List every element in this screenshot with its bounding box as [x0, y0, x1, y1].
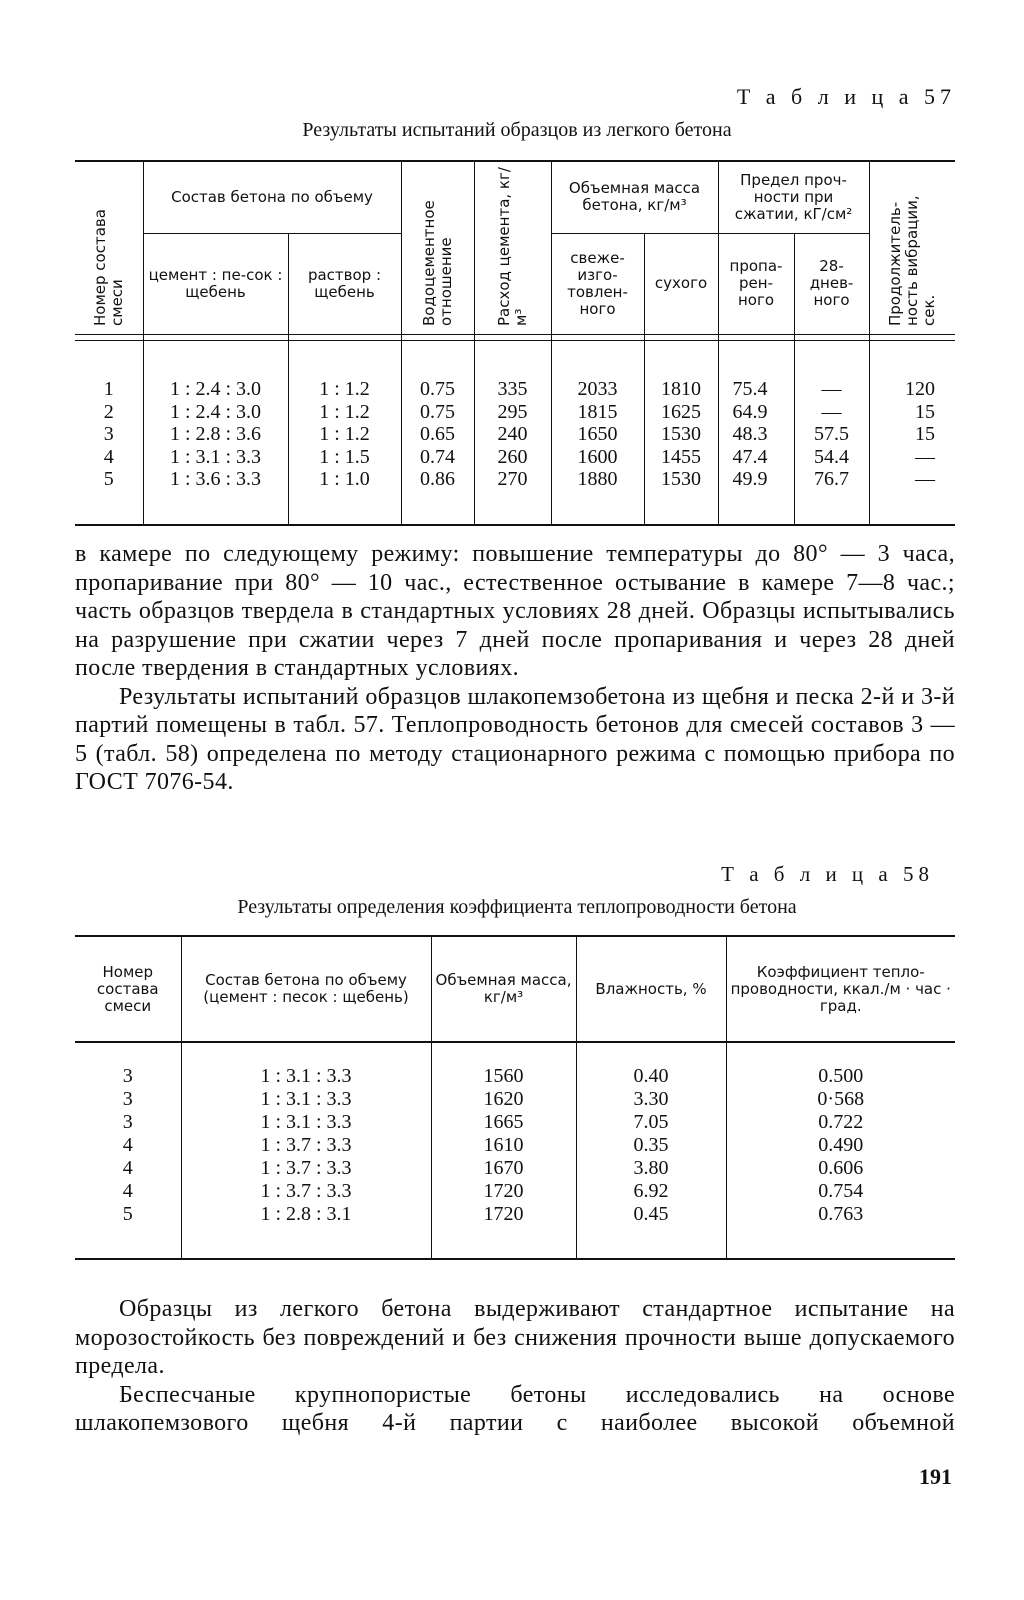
col-mix-number: 1 2 3 4 5	[103, 378, 114, 490]
col-conductivity-58: 0.500 0·568 0.722 0.490 0.606 0.754 0.763	[726, 1042, 955, 1259]
header-mix-number-58: Номер состава смеси	[75, 936, 181, 1042]
table-57	[75, 160, 955, 526]
table-57-body	[75, 341, 955, 525]
col-28-day-strength: — — 57.5 54.4 76.7	[794, 341, 869, 525]
col-cement-sand-gravel: 1 : 2.4 : 3.0 1 : 2.4 : 3.0 1 : 2.8 : 3.6 1 : 3.1 : 3.3 1 : 3.6 : 3.3	[143, 341, 288, 525]
col-mortar-gravel: 1 : 1.2 1 : 1.2 1 : 1.2 1 : 1.5 1 : 1.0	[288, 341, 401, 525]
col-composition-58: 1 : 3.1 : 3.3 1 : 3.1 : 3.3 1 : 3.1 : 3.3 1 : 3.7 : 3.3 1 : 3.7 : 3.3 1 : 3.7 : 3.3 1 : 2.8 : 3.1	[181, 1042, 431, 1259]
header-vibration: Продолжитель-ность вибрации, сек.	[869, 161, 955, 335]
header-mix-number: Номер состава смеси	[75, 161, 143, 335]
paragraph-4: Беспесчаные крупнопористые бетоны исследовались на основе шлакопемзового щебня 4-й партии с наиболее высокой объемной	[75, 1381, 955, 1436]
table-57-label: Т а б л и ц а 57	[736, 84, 956, 109]
paragraph-2: Результаты испытаний образцов шлакопемзобетона из щебня и песка 2-й и 3-й партий помещены в табл. 57. Теплопроводность бетонов для смесей составов 3 — 5 (табл. 58) определена по методу стационарного режима с помощью прибора по ГОСТ 7076-54.	[75, 683, 955, 795]
header-steamed: пропа-рен-ного	[718, 233, 794, 334]
col-fresh-mass: 2033 1815 1650 1600 1880	[551, 341, 644, 525]
table-58-body	[75, 1042, 955, 1259]
header-mass-58: Объемная масса, кг/м³	[431, 936, 576, 1042]
header-moisture-58: Влажность, %	[576, 936, 726, 1042]
col-steamed-strength: 75.4 64.9 48.3 47.4 49.9	[718, 341, 794, 525]
body-text-middle	[75, 540, 955, 797]
table-58-header-row	[75, 936, 955, 1042]
col-cement-use: 335 295 240 260 270	[474, 341, 551, 525]
paragraph-1: в камере по следующему режиму: повышение температуры до 80° — 3 часа, пропаривание при 80° — 10 час., естественное остывание в камере 7—8 час.; часть образцов твердела в стандартных условиях 28 дней. Образцы испытывались на разрушение при сжатии через 7 дней после пропаривания и через 28 дней после твердения в стандартных условиях.	[75, 541, 955, 681]
table-58-title: Результаты определения коэффициента теплопроводности бетона	[237, 896, 797, 918]
header-strength: Предел проч-ности при сжатии, кГ/см²	[718, 161, 869, 233]
table-57-title: Результаты испытаний образцов из легкого бетона	[302, 119, 732, 141]
col-mix-number-58: 3 3 3 4 4 4 5	[122, 1065, 133, 1225]
header-volume-mass: Объемная масса бетона, кг/м³	[551, 161, 718, 233]
col-moisture-58: 0.40 3.30 7.05 0.35 3.80 6.92 0.45	[576, 1042, 726, 1259]
header-cement-sand-gravel: цемент : пе-сок : щебень	[143, 233, 288, 334]
body-text-bottom	[75, 1295, 955, 1438]
header-mortar-gravel: раствор : щебень	[288, 233, 401, 334]
col-mass-58: 1560 1620 1665 1610 1670 1720 1720	[431, 1042, 576, 1259]
header-fresh: свеже-изго-товлен-ного	[551, 233, 644, 334]
header-water-cement: Водоцементное отношение	[401, 161, 474, 335]
page-number: 191	[919, 1464, 952, 1489]
table-57-header-row-1	[75, 161, 955, 233]
paragraph-3: Образцы из легкого бетона выдерживают стандартное испытание на морозостойкость без повреждений и без снижения прочности выше допускаемого предела.	[75, 1296, 955, 1379]
header-dry: сухого	[644, 233, 718, 334]
table-58	[75, 935, 955, 1260]
header-composition-58: Состав бетона по объему (цемент : песок : щебень)	[181, 936, 431, 1042]
table-58-label: Т а б л и ц а 58	[721, 862, 934, 886]
col-dry-mass: 1810 1625 1530 1455 1530	[644, 341, 718, 525]
header-conductivity-58: Коэффициент тепло-проводности, ккал./м · час · град.	[726, 936, 955, 1042]
col-water-cement: 0.75 0.75 0.65 0.74 0.86	[401, 341, 474, 525]
header-cement-use: Расход цемента, кг/м³	[474, 161, 551, 335]
header-composition: Состав бетона по объему	[143, 161, 401, 233]
header-28-day: 28-днев-ного	[794, 233, 869, 334]
col-vibration: 120 15 15 — —	[869, 341, 955, 525]
